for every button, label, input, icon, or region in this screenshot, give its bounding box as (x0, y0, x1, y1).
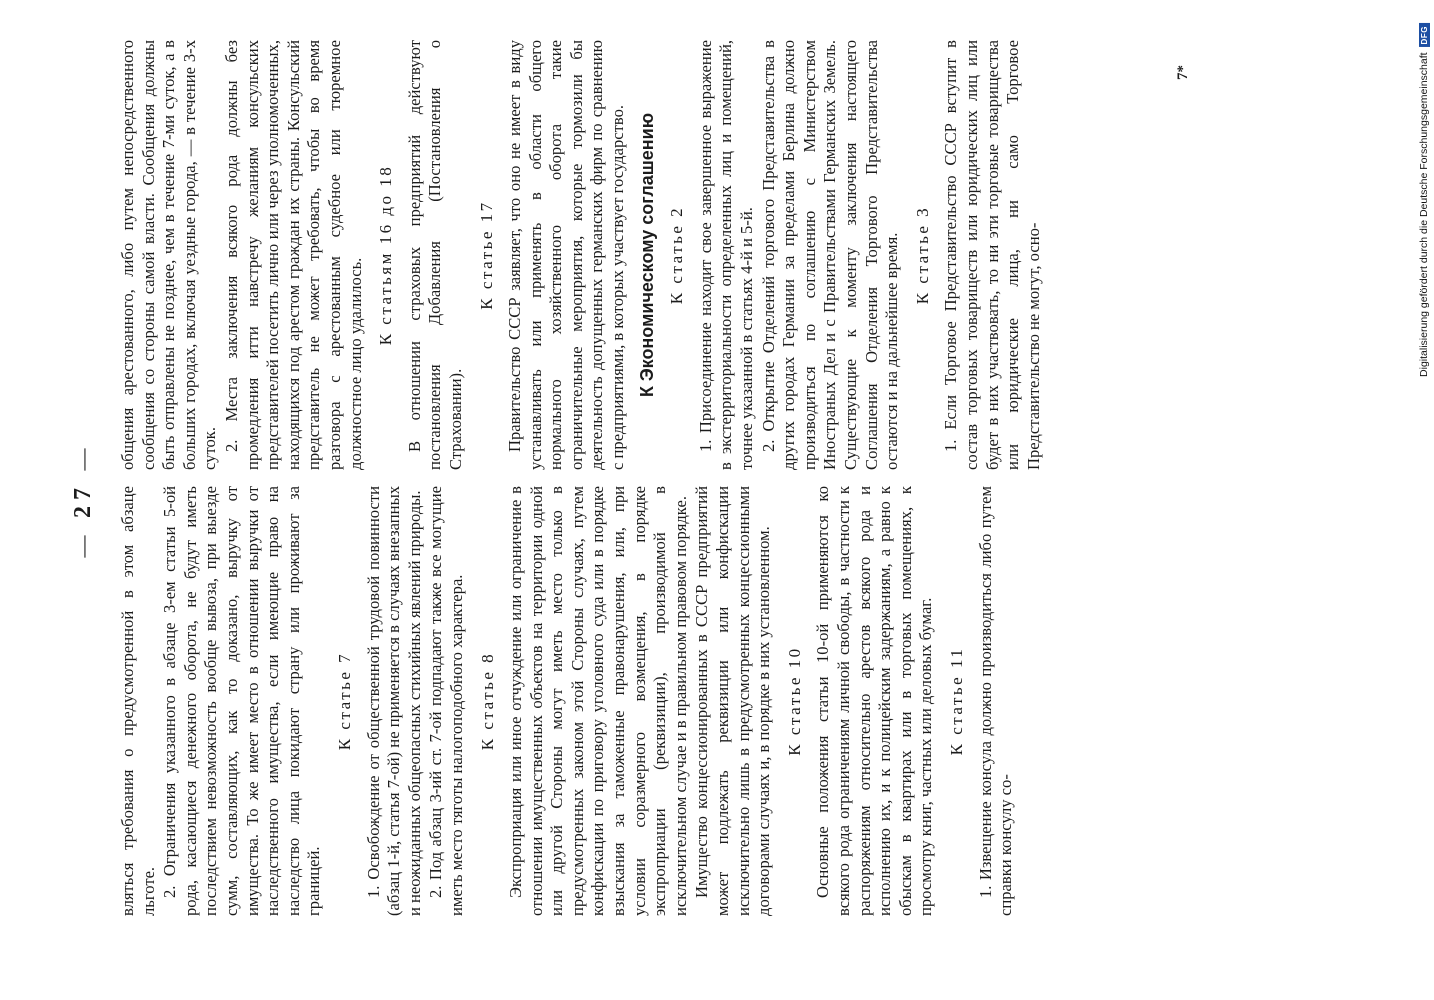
paragraph: В отношении страховых предприятий действуют постановления Добавления (Постановления о Страховании). (404, 40, 465, 470)
paragraph: общения арестованного, либо путем непосредственного сообщения со стороны самой власти. Сообщения должны быть отправлены не позднее, чем в течение 7-ми суток, а в больших городах, включая уездные города, — в течение 3-х суток. (118, 40, 220, 470)
signature-mark: 7* (1175, 65, 1191, 80)
header-dash-left: — (70, 529, 95, 558)
paragraph: 1. Присоединение находит свое завершенное выражение в экстерриториальности определенных лиц и помещений, точнее указанной в статьях 4-й и 5-й. (695, 40, 757, 470)
section-heading: К статье 3 (912, 205, 932, 305)
paragraph: 2. Открытие Отделений торгового Представительства в других городах Германии за пределами Берлина должно производиться по соглашению с Министерством Иностраных Дел и с Правительствами Германских Земель. Существующие к моменту заключения настоящего Соглашения Отделения Торгового Представительства остаются и на дальнейшее время. (758, 40, 902, 470)
section-heading: К статье 8 (477, 651, 497, 751)
paragraph: вляться требования о предусмотренной в этом абзаце льготе. (118, 486, 158, 916)
page-header (70, 0, 97, 1000)
digitization-sidebar (1412, 0, 1434, 1000)
paragraph: Имущество концессионированных в СССР предприятий может подлежать реквизиции или конфискации исключительно лишь в предусмотренных концессионными договорами случаях и, в порядке в них установленном. (692, 486, 774, 916)
section-heading: К статье 7 (334, 651, 354, 751)
paragraph: 1. Освобождение от общественной трудовой повинности (абзац 1-й, статья 7-ой) не применяется в случаях внезапных и неожиданных общеопасных стихийных явлений природы. (363, 485, 424, 916)
digitization-credit (1418, 23, 1430, 377)
section-heading: К статьям 16 до 18 (376, 164, 396, 346)
paragraph: 2. Под абзац 3-ий ст. 7-ой подпадают также все могущие иметь место тяготы налогоподобного характера. (426, 486, 466, 916)
paragraph: 1. Если Торговое Представительство СССР вступит в состав торговых товариществ или юридических лиц или будет в них участвовать, то ни эти торговые товарищества или юридические лица, ни само Торговое Представительство не могут, осно- (941, 40, 1043, 470)
left-column (118, 486, 1018, 916)
paragraph: Правительство СССР заявляет, что оно не имеет в виду устанавливать или применять в области общего нормального хозяйственного оборота такие ограничительные мероприятия, которые тормозили бы деятельность допущенных германских фирм по сравнению с предприятиями, в которых участвует государство. (505, 40, 628, 470)
paragraph: Экспроприация или иное отчуждение или ограничение в отношении имущественных объектов на территории одной или другой Стороны могут иметь место только в предусмотренных законом этой Стороны случаях, путем конфискации по приговору уголовного суда или в порядке взыскания за таможенные правонарушения, или, при условии соразмерного возмещения, в порядке экспроприации (реквизиции), производимой в исключительном случае и в правильном правовом порядке. (506, 486, 690, 916)
header-dash-right: — (70, 442, 95, 471)
paragraph: 1. Извещение консула должно производиться либо путем справки консулу со- (975, 486, 1016, 916)
paragraph: 2. Места заключения всякого рода должны без промедления итти навстречу желаниям консульских представителей посетить лично или через уполномоченных, находящихся под арестом граждан их страны. Консульский представитель не может требовать, чтобы во время разговора с арестованным судебное или тюремное должностное лицо удалилось. (221, 40, 365, 470)
section-heading: К статье 2 (667, 205, 687, 305)
page-number: 27 (70, 482, 96, 518)
section-heading: К статье 11 (946, 646, 966, 756)
credit-text: Digitalisierung gefördert durch die Deutsche Forschungsgemeinschaft (1418, 52, 1430, 377)
paragraph: Основные положения статьи 10-ой применяются ко всякого рода ограничениям личной свободы, в частности к распоряжениям относительно арестов всякого рода и исполнению их, и к полицейским задержаниям, а равно к обыскам в квартирах или в торговых помещениях, к просмотру книг, частных или деловых бумаг. (813, 486, 936, 916)
section-heading: К статье 17 (476, 200, 496, 310)
section-heading: К статье 10 (784, 646, 804, 756)
dfg-logo-icon: DFG (1419, 23, 1430, 47)
main-section-heading: К Экономическому соглашению (636, 112, 657, 398)
paragraph: 2. Ограничения указанного в абзаце 3-ем статьи 5-ой рода, касающиеся денежного оборота, не будут иметь последствием невозможность вообще вывоза, при выезде сумм, составляющих, как то доказано, выручку от имущества. То же имеет место в отношении выручки от наследственного имущества, если имеющие право на наследство лица покидают страну или проживают за границей. (160, 486, 324, 916)
right-column (118, 40, 1045, 470)
